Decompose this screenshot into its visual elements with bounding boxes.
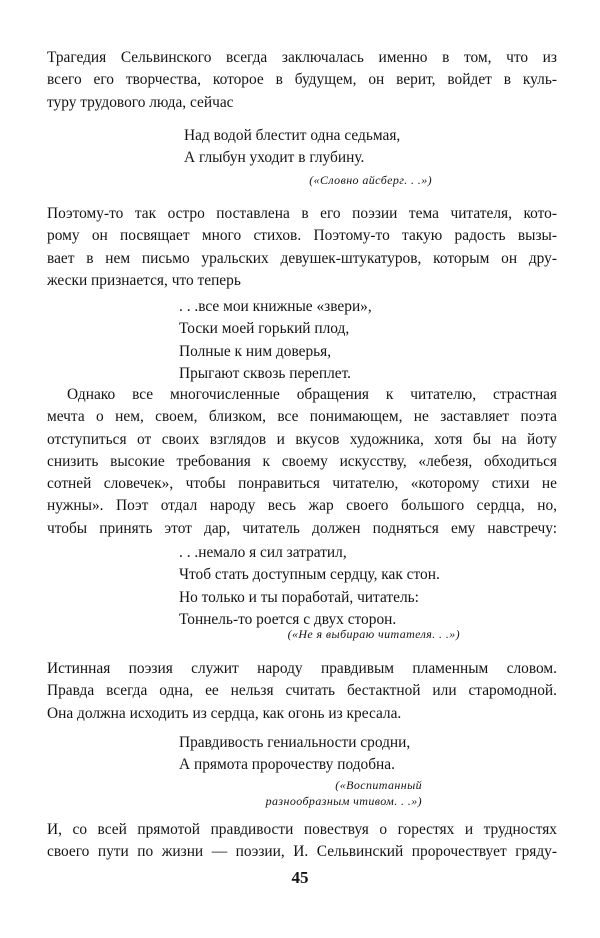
text-line: нужны». Поэт отдал народу весь жар своего большого сердца, но, — [47, 497, 557, 515]
text-line: всего его творчества, которое в будущем, он верит, войдет в куль- — [47, 71, 557, 89]
text-line: отступиться от своих взглядов и вкусов художника, хотя бы на йоту — [47, 430, 557, 448]
source-line: разнообразным чтивом. . .») — [265, 794, 422, 808]
text-line: Истинная поэзия служит народу правдивым пламенным словом. — [47, 660, 557, 677]
source-line: («Не я выбираю читателя. . .») — [287, 627, 460, 641]
verse-2 — [179, 296, 372, 385]
text-line: мечта о нем, своем, близком, все понимающем, не заставляет поэта — [47, 408, 557, 426]
page-number: 45 — [291, 868, 309, 887]
paragraph-5 — [47, 819, 557, 864]
source-line: («Словно айсберг. . .») — [309, 173, 432, 187]
verse-line: А глыбун уходит в глубину. — [184, 149, 365, 167]
verse-line: Прыгают сквозь переплет. — [179, 364, 352, 382]
text-line: сотней словечек», чтобы понравиться читателю, «которому стихи не — [47, 475, 557, 493]
paragraph-3 — [47, 384, 557, 540]
text-line: своего пути по жизни — поэзии, И. Сельвинский пророчествует гряду- — [47, 843, 557, 861]
verse-4 — [179, 732, 410, 777]
paragraph-4 — [47, 658, 557, 725]
text-line: Правда всегда одна, ее нельзя считать бестактной или старомодной. — [47, 682, 557, 700]
verse-line: Над водой блестит одна седьмая, — [184, 127, 401, 144]
source-line: («Воспитанный — [335, 778, 422, 792]
text-line: снизить высокие требования к своему искусству, «лебезя, обходиться — [47, 452, 557, 470]
verse-4-source — [266, 777, 422, 809]
paragraph-2 — [47, 203, 557, 292]
text-line: чтобы принять этот дар, читатель должен подняться ему навстречу: — [47, 519, 557, 537]
verse-line: . . .немало я сил затратил, — [179, 544, 347, 561]
verse-line: Чтоб стать доступным сердцу, как стон. — [179, 566, 440, 584]
verse-line: А прямота пророчеству подобна. — [179, 756, 395, 774]
verse-line: Правдивость гениальности сродни, — [179, 734, 411, 751]
text-line: вает в нем письмо уральских девушек-штукатуров, которым он дру- — [47, 249, 557, 267]
text-line: Трагедия Сельвинского всегда заключалась именно в том, что из — [47, 49, 557, 66]
verse-line: . . .все мои книжные «звери», — [179, 298, 372, 315]
verse-line: Полные к ним доверья, — [179, 342, 332, 360]
text-line: Однако все многочисленные обращения к читателю, страстная — [67, 386, 557, 403]
verse-line: Тоннель-то роется с двух сторон. — [179, 610, 397, 628]
text-line: туру трудового люда, сейчас — [47, 93, 234, 111]
verse-line: Тоски моей горький плод, — [179, 320, 350, 338]
text-line: рому он посвящает много стихов. Поэтому-то такую радость вызы- — [47, 227, 557, 245]
verse-1 — [184, 125, 400, 170]
verse-3-source — [288, 626, 460, 642]
paragraph-1 — [47, 47, 557, 114]
text-line: Она должна исходить из сердца, как огонь из кресала. — [47, 704, 402, 722]
verse-3 — [179, 542, 440, 631]
text-line: жески признается, что теперь — [47, 271, 241, 289]
text-line: Поэтому-то так остро поставлена в его поэзии тема читателя, кото- — [47, 205, 557, 222]
verse-line: Но только и ты поработай, читатель: — [179, 588, 419, 606]
text-line: И, со всей прямотой правдивости повествуя о горестях и трудностях — [47, 821, 557, 838]
verse-1-source — [309, 172, 432, 188]
